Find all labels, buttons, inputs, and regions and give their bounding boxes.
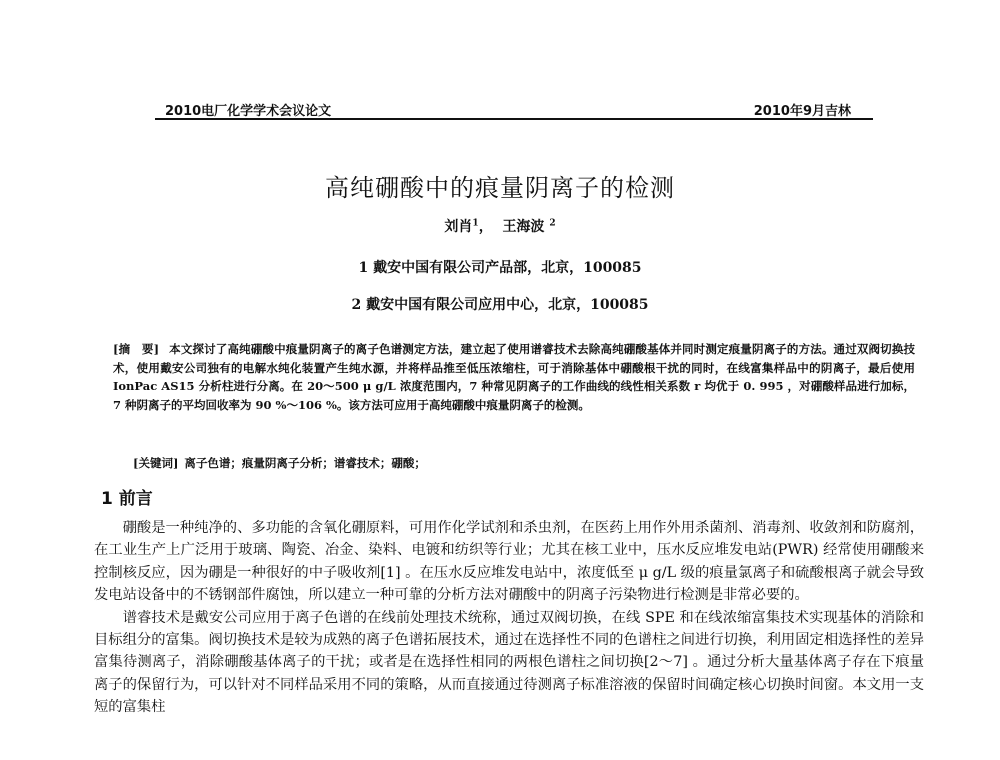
- header-conference: 2010电厂化学学术会议论文: [165, 104, 332, 119]
- keywords-label: [关键词]: [133, 456, 179, 470]
- author-separator: ，: [478, 219, 493, 235]
- abstract-label: [摘 要]: [113, 342, 160, 356]
- author-line: [0, 216, 1000, 236]
- abstract-text: 本文探讨了高纯硼酸中痕量阴离子的离子色谱测定方法，建立起了使用谱睿技术去除高纯硼酸基体并同时测定痕量阴离子的方法。通过双阀切换技术，使用戴安公司独有的电解水纯化装置产生纯水源，并将样品推至低压浓缩柱，可于消除基体中硼酸根干扰的同时，在线富集样品中的阴离子，最后使用 IonPac AS15 分析柱进行分离。在 20～500 μ g/L 浓度范围内，7 种常见阴离子的工作曲线的线性相关系数 r 均优于 0. 995 ，对硼酸样品进行加标，7 种阴离子的平均回收率为 90 %～106 %。该方法可应用于高纯硼酸中痕量阴离子的检测。: [113, 342, 915, 412]
- body-text: [94, 517, 924, 719]
- author-name: 王海波: [502, 219, 545, 235]
- header-date-location: 2010年9月吉林: [753, 104, 851, 119]
- author-name: 刘肖: [444, 219, 473, 235]
- keywords-text: 离子色谱；痕量阴离子分析；谱睿技术；硼酸；: [184, 456, 426, 470]
- affiliation-2: 2 戴安中国有限公司应用中心，北京，100085: [351, 297, 649, 313]
- author-affiliation-mark: 2: [549, 218, 556, 229]
- paper-title: 高纯硼酸中的痕量阴离子的检测: [325, 174, 675, 202]
- section-heading: 1 前言: [101, 489, 153, 509]
- paragraph: 谱睿技术是戴安公司应用于离子色谱的在线前处理技术统称，通过双阀切换，在线 SPE 和在线浓缩富集技术实现基体的消除和目标组分的富集。阀切换技术是较为成熟的离子色谱拓展技术，通过在选择性不同的色谱柱之间进行切换，利用固定相选择性的差异富集待测离子，消除硼酸基体离子的干扰；或者是在选择性相同的两根色谱柱之间切换[2～7] 。通过分析大量基体离子存在下痕量离子的保留行为，可以针对不同样品采用不同的策略，从而直接通过待测离子标准溶液的保留时间确定核心切换时间窗。本文用一支短的富集柱: [94, 609, 924, 716]
- author-affiliation-mark: 1: [472, 218, 479, 229]
- affiliation-1: 1 戴安中国有限公司产品部，北京，100085: [358, 260, 642, 276]
- abstract: [113, 340, 915, 414]
- running-header: [155, 98, 873, 120]
- paragraph: 硼酸是一种纯净的、多功能的含氧化硼原料，可用作化学试剂和杀虫剂，在医药上用作外用杀菌剂、消毒剂、收敛剂和防腐剂，在工业生产上广泛用于玻璃、陶瓷、冶金、染料、电镀和纺织等行业；尤其在核工业中，压水反应堆发电站(PWR) 经常使用硼酸来控制核反应，因为硼是一种很好的中子吸收剂[1] 。在压水反应堆发电站中，浓度低至 μ g/L 级的痕量氯离子和硫酸根离子就会导致发电站设备中的不锈钢部件腐蚀，所以建立一种可靠的分析方法对硼酸中的阴离子污染物进行检测是非常必要的。: [94, 520, 924, 604]
- keywords: [133, 455, 426, 471]
